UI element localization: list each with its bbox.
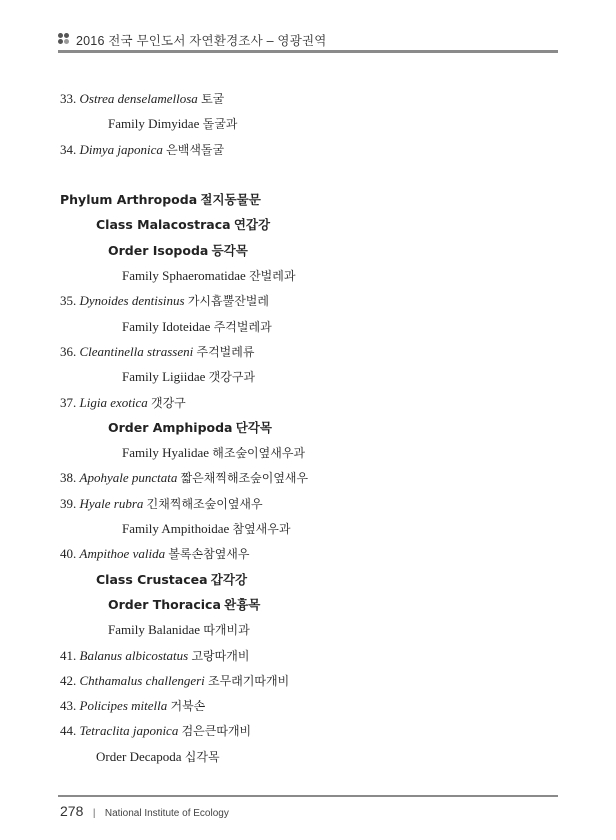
family-entry [60, 516, 560, 541]
scientific-name: Balanus albicostatus [79, 647, 189, 663]
family-entry [60, 364, 560, 389]
korean-name: 갯강구 [151, 395, 186, 410]
korean-name: 거북손 [170, 699, 206, 714]
family-entry [60, 617, 560, 642]
phylum-heading [60, 187, 560, 212]
family-entry [60, 263, 560, 288]
species-entry [60, 693, 560, 718]
species-entry [60, 491, 560, 516]
order-name: Order Isopoda [108, 242, 209, 258]
order-name: Order Amphipoda [108, 419, 233, 435]
scientific-name: Dimya japonica [79, 141, 163, 157]
korean-name: 짧은채찍해조숲이옆새우 [180, 471, 309, 486]
korean-name: 등각목 [211, 242, 248, 258]
korean-name: 해조숲이옆새우과 [212, 446, 306, 461]
korean-name: 잔벌레과 [249, 269, 296, 284]
scientific-name: Tetraclita japonica [79, 723, 179, 739]
entry-number: 42. [60, 672, 77, 688]
korean-name: 갯강구과 [208, 370, 256, 385]
family-name: Family Ampithoidae [122, 521, 230, 537]
scientific-name: Ampithoe valida [79, 546, 166, 562]
page-header [0, 0, 616, 56]
entry-number: 39. [60, 495, 77, 511]
korean-name: 따개비과 [203, 623, 250, 638]
korean-name: 참옆새우과 [232, 522, 291, 537]
korean-name: 주걱벌레류 [196, 344, 255, 359]
species-entry [60, 86, 560, 111]
korean-name: 절지동물문 [200, 192, 261, 208]
species-list [60, 86, 560, 769]
korean-name: 가시흡뿔잔벌레 [187, 294, 269, 309]
scientific-name: Policipes mitella [79, 698, 168, 714]
species-entry [60, 668, 560, 693]
korean-name: 조무래기따개비 [208, 673, 290, 688]
institute-name: National Institute of Ecology [104, 808, 229, 819]
header-rule [58, 50, 558, 53]
scientific-name: Dynoides dentisinus [79, 293, 185, 309]
species-entry [60, 339, 560, 364]
entry-number: 43. [60, 698, 77, 714]
korean-name: 단각목 [235, 419, 272, 435]
species-entry [60, 288, 560, 313]
family-name: Family Balanidae [108, 622, 201, 638]
section-gap [60, 162, 560, 187]
page-footer [60, 803, 229, 821]
korean-name: 주걱벌레과 [213, 319, 272, 334]
species-entry [60, 541, 560, 566]
scientific-name: Apohyale punctata [79, 470, 178, 486]
phylum-name: Phylum Arthropoda [60, 192, 198, 208]
header-bullet-icon [58, 33, 72, 45]
footer-separator: | [92, 808, 96, 819]
entry-number: 37. [60, 394, 77, 410]
family-name: Family Sphaeromatidae [122, 268, 246, 284]
entry-number: 44. [60, 723, 77, 739]
korean-name: 갑각강 [210, 571, 248, 587]
footer-rule [58, 795, 558, 797]
order-entry [60, 744, 560, 769]
entry-number: 33. [60, 91, 77, 106]
order-name: Order Thoracica [108, 596, 221, 612]
family-name: Family Hyalidae [122, 445, 210, 461]
scientific-name: Hyale rubra [79, 495, 144, 511]
species-entry [60, 137, 560, 162]
family-name: Family Dimyidae [108, 116, 200, 132]
korean-name: 볼록손참옆새우 [168, 547, 250, 562]
order-name: Order Decapoda [96, 748, 182, 764]
species-entry [60, 718, 560, 743]
family-entry [60, 111, 560, 136]
korean-name: 검은큰따개비 [181, 724, 252, 739]
scientific-name: Ostrea denselamellosa [79, 91, 198, 106]
korean-name: 완흉목 [224, 596, 261, 612]
korean-name: 돌굴과 [202, 117, 238, 132]
family-entry [60, 440, 560, 465]
korean-name: 토굴 [201, 92, 225, 106]
scientific-name: Chthamalus challengeri [79, 672, 205, 688]
order-heading [60, 415, 560, 440]
scientific-name: Cleantinella strasseni [79, 343, 194, 359]
order-heading [60, 238, 560, 263]
entry-number: 34. [60, 141, 77, 157]
class-name: Class Malacostraca [96, 217, 231, 233]
class-name: Class Crustacea [96, 571, 208, 587]
entry-number: 36. [60, 343, 77, 359]
entry-number: 35. [60, 293, 77, 309]
korean-name: 연갑강 [233, 217, 271, 233]
korean-name: 고랑따개비 [191, 648, 250, 663]
class-heading [60, 212, 560, 237]
species-entry [60, 390, 560, 415]
korean-name: 은백색돌굴 [166, 142, 225, 157]
order-heading [60, 592, 560, 617]
family-name: Family Idoteidae [122, 318, 211, 334]
scientific-name: Ligia exotica [79, 394, 148, 410]
running-header-title: 2016 전국 무인도서 자연환경조사 – 영광권역 [76, 34, 327, 48]
family-name: Family Ligiidae [122, 369, 206, 385]
class-heading [60, 567, 560, 592]
species-entry [60, 465, 560, 490]
korean-name: 긴채찍해조숲이옆새우 [146, 496, 263, 511]
entry-number: 41. [60, 647, 77, 663]
korean-name: 십각목 [184, 749, 220, 764]
page-number: 278 [60, 803, 84, 819]
entry-number: 38. [60, 470, 77, 486]
entry-number: 40. [60, 546, 77, 562]
species-entry [60, 643, 560, 668]
family-entry [60, 314, 560, 339]
